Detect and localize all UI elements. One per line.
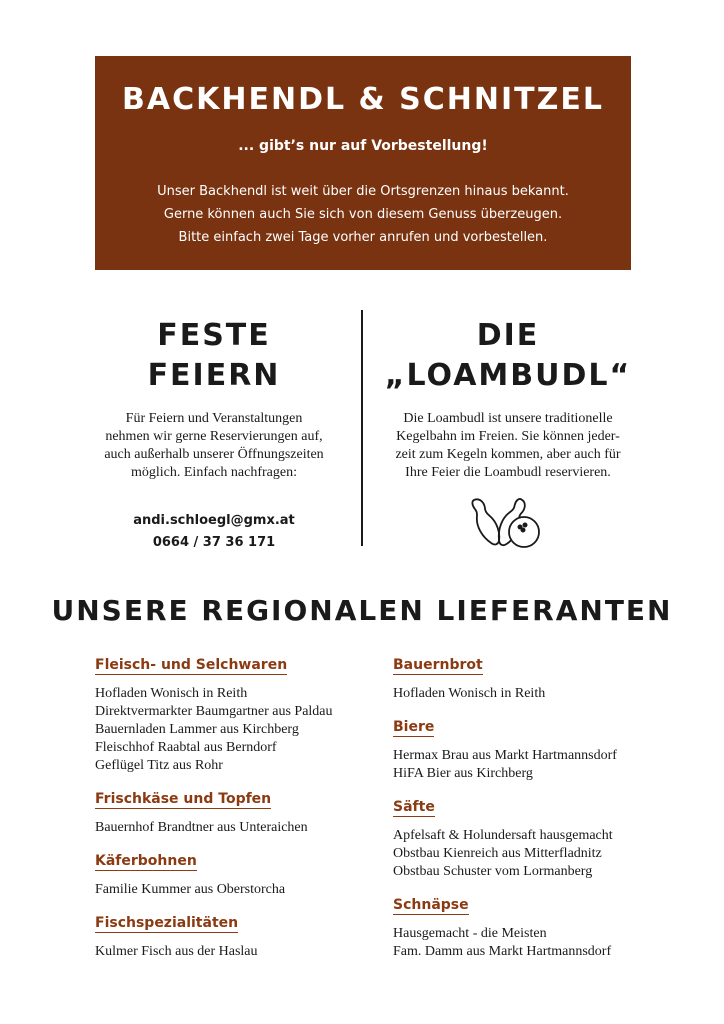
promo-title: BACKHENDL & SCHNITZEL: [122, 82, 604, 117]
category-title: Säfte: [393, 799, 435, 815]
supplier-category: [393, 654, 683, 703]
supplier-item: Familie Kummer aus Oberstorcha: [95, 882, 286, 897]
title-line: FEIERN: [147, 358, 281, 393]
loambudl-text: [378, 410, 638, 482]
text-line: Für Feiern und Veranstaltungen: [125, 411, 303, 426]
category-title: Fischspezialitäten: [95, 915, 239, 931]
column-divider: [361, 310, 363, 546]
supplier-item: Fleischhof Raabtal aus Berndorf: [95, 740, 277, 755]
supplier-item: Hermax Brau aus Markt Hartmannsdorf: [393, 748, 617, 763]
phone-number[interactable]: 0664 / 37 36 171: [152, 535, 276, 550]
supplier-item: Geflügel Titz aus Rohr: [95, 758, 223, 773]
supplier-item: Hausgemacht - die Meisten: [393, 926, 547, 941]
supplier-item: HiFA Bier aus Kirchberg: [393, 766, 533, 781]
feste-feiern-section: [84, 316, 344, 554]
supplier-item: Obstbau Kienreich aus Mitterfladnitz: [393, 846, 602, 861]
category-title: Bauernbrot: [393, 657, 483, 673]
loambudl-title: [378, 316, 638, 400]
supplier-item: Hofladen Wonisch in Reith: [95, 686, 248, 701]
supplier-category: [393, 716, 683, 783]
email-link[interactable]: andi.schloegl@gmx.at: [133, 513, 295, 528]
title-line: DIE: [476, 318, 540, 353]
supplier-category: [95, 912, 385, 961]
text-line: Ihre Feier die Loambudl reservieren.: [405, 465, 611, 480]
promo-subtitle: ... gibt’s nur auf Vorbestellung!: [238, 138, 488, 154]
text-line: Die Loambudl ist unsere traditionelle: [403, 411, 613, 426]
supplier-item: Apfelsaft & Holundersaft hausgemacht: [393, 828, 613, 843]
text-line: auch außerhalb unserer Öffnungszeiten: [104, 447, 324, 462]
supplier-category: [95, 788, 385, 837]
supplier-category: [393, 894, 683, 961]
suppliers-title: UNSERE REGIONALEN LIEFERANTEN: [51, 594, 673, 627]
bowling-pins-ball-icon: [470, 494, 546, 558]
text-line: nehmen wir gerne Reservierungen auf,: [105, 429, 323, 444]
suppliers-left-column: [95, 654, 385, 974]
promo-body-line: Bitte einfach zwei Tage vorher anrufen und vorbestellen.: [178, 230, 548, 245]
supplier-item: Fam. Damm aus Markt Hartmannsdorf: [393, 944, 612, 959]
supplier-category: [95, 850, 385, 899]
category-title: Käferbohnen: [95, 853, 197, 869]
supplier-item: Hofladen Wonisch in Reith: [393, 686, 546, 701]
promo-body-line: Gerne können auch Sie sich von diesem Genuss überzeugen.: [163, 207, 563, 222]
category-title: Fleisch- und Selchwaren: [95, 657, 288, 673]
contact-info: [84, 510, 344, 554]
supplier-item: Bauernladen Lammer aus Kirchberg: [95, 722, 299, 737]
promo-body: [95, 180, 631, 249]
category-title: Frischkäse und Topfen: [95, 791, 272, 807]
title-line: „LOAMBUDL“: [384, 358, 632, 393]
supplier-item: Obstbau Schuster vom Lormanberg: [393, 864, 593, 879]
title-line: FESTE: [157, 318, 271, 353]
supplier-item: Bauernhof Brandtner aus Unteraichen: [95, 820, 308, 835]
supplier-category: [393, 796, 683, 881]
text-line: möglich. Einfach nachfragen:: [131, 465, 297, 480]
feste-feiern-text: [84, 410, 344, 482]
supplier-item: Kulmer Fisch aus der Haslau: [95, 944, 258, 959]
text-line: zeit zum Kegeln kommen, aber auch für: [395, 447, 621, 462]
supplier-item: Direktvermarkter Baumgartner aus Paldau: [95, 704, 333, 719]
text-line: Kegelbahn im Freien. Sie können jeder-: [396, 429, 620, 444]
suppliers-right-column: [393, 654, 683, 974]
loambudl-section: [378, 316, 638, 558]
supplier-category: [95, 654, 385, 775]
feste-feiern-title: [84, 316, 344, 400]
promo-box: [95, 56, 631, 270]
promo-body-line: Unser Backhendl ist weit über die Ortsgrenzen hinaus bekannt.: [157, 184, 569, 199]
category-title: Biere: [393, 719, 435, 735]
category-title: Schnäpse: [393, 897, 469, 913]
